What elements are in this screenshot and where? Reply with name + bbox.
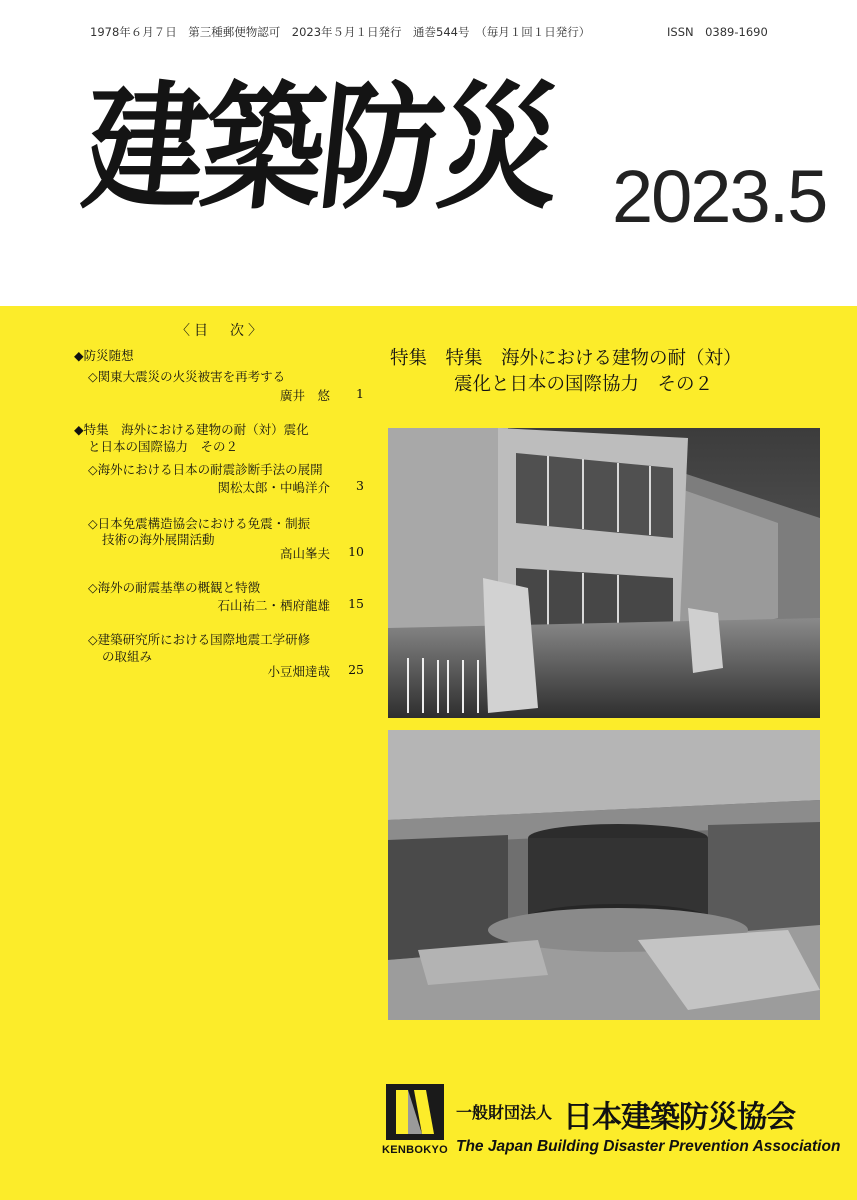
toc-item-page: 10 [348, 544, 364, 559]
magazine-title: 建築防災 [76, 68, 566, 228]
issn: ISSN 0389-1690 [667, 25, 768, 39]
isolation-bearing-photo [388, 730, 820, 1020]
toc-item-title[interactable]: ◇海外の耐震基準の概観と特徴 [88, 580, 261, 595]
toc-item-authors: 廣井 悠 [279, 388, 330, 403]
toc-item-authors: 小豆畑達哉 [267, 664, 330, 679]
feature-heading-line2: 震化と日本の国際協力 その２ [454, 374, 714, 395]
building-photo [388, 428, 820, 718]
toc-item-title[interactable]: ◇日本免震構造協会における免震・制振 [88, 516, 311, 531]
issue-number: 2023.5 [612, 155, 827, 238]
publisher-type: 一般財団法人 [456, 1103, 553, 1122]
logo-wordmark: KENBOKYO [382, 1144, 448, 1156]
feature-heading-line1: 特集 特集 海外における建物の耐（対） [390, 348, 742, 369]
publisher-name-english: The Japan Building Disaster Prevention Association [456, 1138, 841, 1155]
publisher-name: 日本建築防災協会 [563, 1100, 795, 1135]
toc-item-authors: 高山峯夫 [279, 546, 330, 561]
feature-heading [390, 346, 742, 398]
toc-item-authors: 石山祐二・栖府龍雄 [217, 598, 330, 613]
publication-info: 1978年６月７日 第三種郵便物認可 2023年５月１日発行 通巻544号 （毎月１回１日発行） [90, 25, 591, 39]
toc-item-page: 3 [356, 478, 364, 493]
toc-item-page: 1 [356, 386, 364, 401]
toc-item-title-line2: の取組み [102, 649, 153, 664]
toc-category-line2: と日本の国際協力 その２ [88, 439, 239, 454]
toc-title: 〈目 次〉 [176, 323, 266, 339]
toc-item-page: 25 [348, 662, 364, 677]
toc-item-title[interactable]: ◇海外における日本の耐震診断手法の展開 [88, 462, 323, 477]
toc-category: ◆防災随想 [74, 348, 134, 363]
toc-item-title[interactable]: ◇関東大震災の火災被害を再考する [88, 369, 286, 384]
toc-item-title-line2: 技術の海外展開活動 [102, 532, 215, 547]
toc-category: ◆特集 海外における建物の耐（対）震化 [74, 422, 309, 437]
toc-item-title[interactable]: ◇建築研究所における国際地震工学研修 [88, 632, 311, 647]
toc-item-page: 15 [348, 596, 364, 611]
toc-item-authors: 関松太郎・中嶋洋介 [217, 480, 330, 495]
